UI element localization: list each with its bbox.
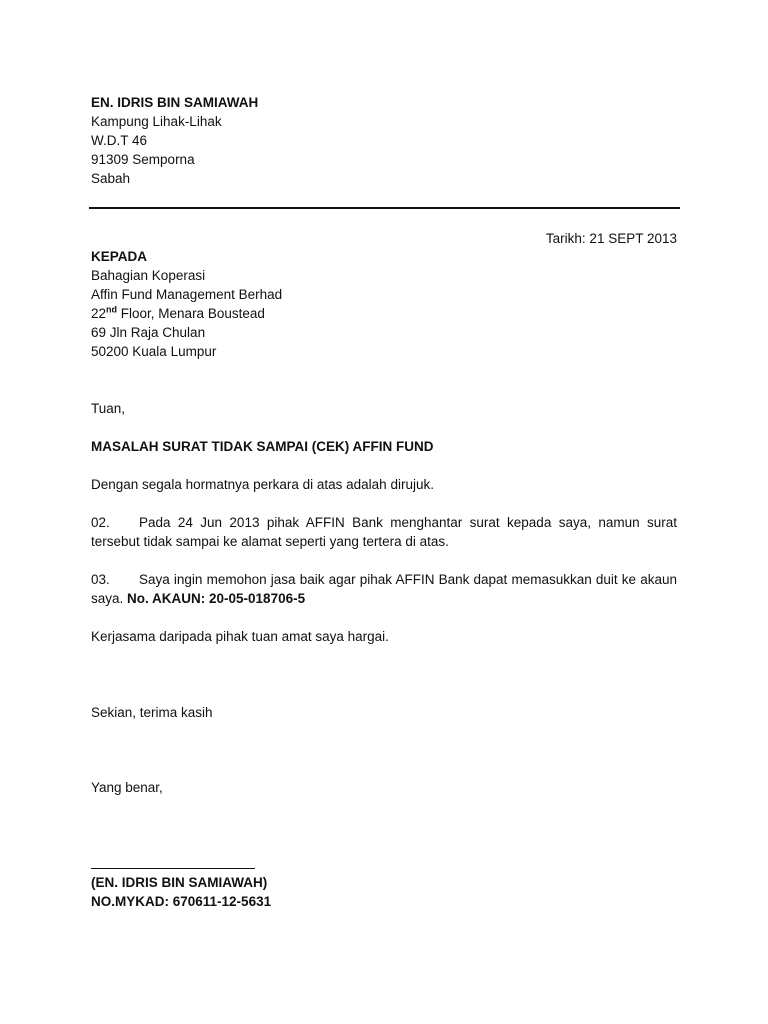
recipient-line-3 [91, 304, 265, 323]
signature-mykad: NO.MYKAD: 670611-12-5631 [91, 894, 272, 909]
floor-rest: Floor, Menara Boustead [117, 306, 265, 321]
recipient-line-1: Bahagian Koperasi [91, 268, 206, 283]
header-divider [89, 207, 680, 209]
floor-number: 22 [91, 306, 107, 321]
recipient-line-2: Affin Fund Management Berhad [91, 287, 283, 302]
sender-address-line-4: Sabah [91, 171, 131, 186]
signature-name: (EN. IDRIS BIN SAMIAWAH) [91, 875, 268, 890]
subject-line: MASALAH SURAT TIDAK SAMPAI (CEK) AFFIN FUND [91, 439, 434, 454]
sender-address-line-1: Kampung Lihak-Lihak [91, 114, 222, 129]
paragraph-03-number: 03. [91, 572, 110, 587]
recipient-heading: KEPADA [91, 249, 148, 264]
paragraph-03 [91, 570, 677, 608]
recipient-line-4: 69 Jln Raja Chulan [91, 325, 206, 340]
floor-suffix: nd [106, 304, 118, 315]
appreciation-paragraph: Kerjasama daripada pihak tuan amat saya hargai. [91, 629, 389, 644]
recipient-line-5: 50200 Kuala Lumpur [91, 344, 217, 359]
paragraph-03-text: Saya ingin memohon jasa baik agar pihak AFFIN Bank dapat memasukkan duit ke akaun saya. [91, 572, 677, 606]
intro-paragraph: Dengan segala hormatnya perkara di atas adalah dirujuk. [91, 477, 434, 492]
signoff-line: Yang benar, [91, 780, 163, 795]
paragraph-02-text: Pada 24 Jun 2013 pihak AFFIN Bank menghantar surat kepada saya, namun surat tersebut tidak sampai ke alamat seperti yang tertera di atas. [91, 515, 677, 549]
account-number: No. AKAUN: 20-05-018706-5 [127, 591, 306, 606]
sender-name: EN. IDRIS BIN SAMIAWAH [91, 95, 259, 110]
closing-line: Sekian, terima kasih [91, 705, 213, 720]
paragraph-02 [91, 513, 677, 551]
paragraph-02-number: 02. [91, 515, 110, 530]
sender-address-line-2: W.D.T 46 [91, 133, 148, 148]
letter-date: Tarikh: 21 SEPT 2013 [545, 231, 677, 246]
salutation: Tuan, [91, 401, 126, 416]
sender-address-line-3: 91309 Semporna [91, 152, 195, 167]
signature-line [91, 868, 255, 869]
